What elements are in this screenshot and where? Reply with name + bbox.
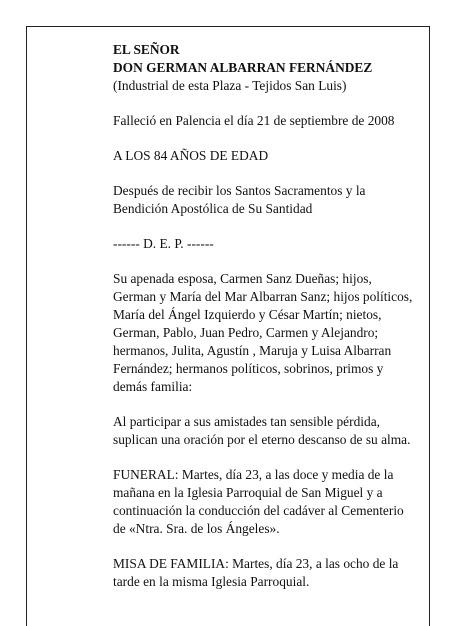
funeral-line: mañana en la Iglesia Parroquial de San Miguel y a bbox=[113, 485, 383, 500]
death-notice bbox=[113, 112, 413, 130]
deceased-occupation: (Industrial de esta Plaza - Tejidos San Luis) bbox=[113, 78, 347, 93]
title-line-1: EL SEÑOR bbox=[113, 42, 180, 57]
family-line: German, Pablo, Juan Pedro, Carmen y Alejandro; bbox=[113, 325, 379, 340]
family-line: hermanos, Julita, Agustín , Maruja y Luisa Albarran bbox=[113, 343, 392, 358]
age-notice bbox=[113, 147, 413, 165]
family-mass-paragraph bbox=[113, 555, 413, 591]
family-line: Fernández; hermanos políticos, sobrinos, primos y bbox=[113, 361, 384, 376]
family-line: demás familia: bbox=[113, 379, 193, 394]
family-line: Su apenada esposa, Carmen Sanz Dueñas; hijos, bbox=[113, 271, 372, 286]
age-text: A LOS 84 AÑOS DE EDAD bbox=[113, 148, 269, 163]
sacraments-line: Después de recibir los Santos Sacramentos y la bbox=[113, 183, 366, 198]
sacraments-paragraph bbox=[113, 182, 413, 218]
family-mass-line: MISA DE FAMILIA: Martes, día 23, a las ocho de la bbox=[113, 556, 399, 571]
family-line: María del Ángel Izquierdo y César Martín; nietos, bbox=[113, 307, 382, 322]
prayer-request-line: Al participar a sus amistades tan sensible pérdida, bbox=[113, 414, 380, 429]
family-paragraph bbox=[113, 270, 413, 396]
rip-line bbox=[113, 235, 413, 253]
funeral-line: de «Ntra. Sra. de los Ángeles». bbox=[113, 521, 280, 536]
rip-text: ------ D. E. P. ------ bbox=[113, 236, 214, 251]
funeral-line: continuación la conducción del cadáver al Cementerio bbox=[113, 503, 404, 518]
sacraments-line: Bendición Apostólica de Su Santidad bbox=[113, 201, 313, 216]
obituary-notice bbox=[113, 41, 413, 608]
death-notice-text: Falleció en Palencia el día 21 de septiembre de 2008 bbox=[113, 113, 395, 128]
family-line: German y María del Mar Albarran Sanz; hijos políticos, bbox=[113, 289, 413, 304]
prayer-request-line: suplican una oración por el eterno descanso de su alma. bbox=[113, 432, 411, 447]
prayer-request-paragraph bbox=[113, 413, 413, 449]
funeral-paragraph bbox=[113, 466, 413, 538]
deceased-header bbox=[113, 41, 413, 95]
funeral-line: FUNERAL: Martes, día 23, a las doce y media de la bbox=[113, 467, 394, 482]
deceased-name: DON GERMAN ALBARRAN FERNÁNDEZ bbox=[113, 60, 373, 75]
family-mass-line: tarde en la misma Iglesia Parroquial. bbox=[113, 574, 310, 589]
